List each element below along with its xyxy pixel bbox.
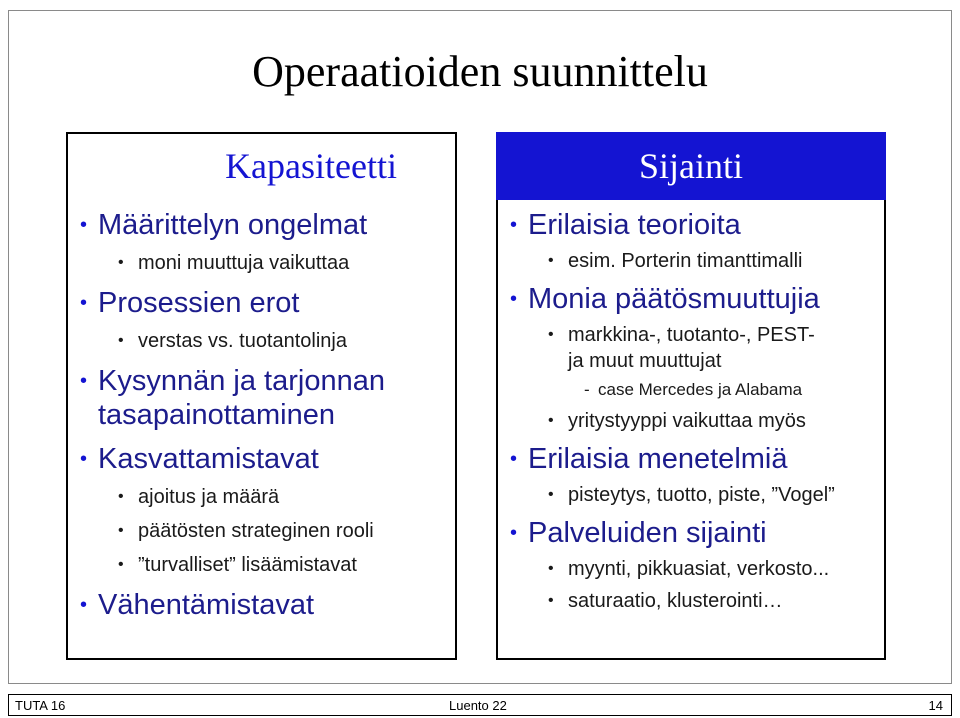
list-item: • Monia päätösmuuttujia: [498, 282, 884, 316]
list-item: • esim. Porterin timanttimalli: [498, 248, 884, 274]
slide-footer: [8, 694, 952, 716]
capacity-heading: Kapasiteetti: [225, 146, 397, 186]
list-item: • verstas vs. tuotantolinja: [68, 328, 455, 354]
list-item: • ”turvalliset” lisäämistavat: [68, 552, 455, 578]
capacity-box: [66, 132, 457, 660]
list-item: • Erilaisia teorioita: [498, 208, 884, 242]
footer-lecture: Luento 22: [449, 698, 507, 713]
location-box: [496, 132, 886, 660]
location-heading: Sijainti: [496, 132, 886, 200]
list-item: • yritystyyppi vaikuttaa myös: [498, 408, 884, 434]
footer-page-number: 14: [928, 698, 943, 713]
list-item: • Erilaisia menetelmiä: [498, 442, 884, 476]
list-item: • Vähentämistavat: [68, 588, 455, 622]
list-item: • Määrittelyn ongelmat: [68, 208, 455, 242]
footer-course: TUTA 16: [15, 698, 66, 713]
list-item: • myynti, pikkuasiat, verkosto...: [498, 556, 884, 582]
list-item: • pisteytys, tuotto, piste, ”Vogel”: [498, 482, 884, 508]
list-item: • Kasvattamistavat: [68, 442, 455, 476]
list-item: • Kysynnän ja tarjonnan tasapainottaminen: [68, 364, 428, 432]
capacity-list: [68, 208, 455, 622]
location-list: [498, 208, 884, 614]
list-item: • markkina-, tuotanto-, PEST-ja muut muuttujat: [498, 322, 828, 374]
list-item: • Palveluiden sijainti: [498, 516, 884, 550]
list-item: • ajoitus ja määrä: [68, 484, 455, 510]
list-item: • päätösten strateginen rooli: [68, 518, 455, 544]
slide-title: Operaatioiden suunnittelu: [252, 47, 708, 96]
list-item: - case Mercedes ja Alabama: [498, 378, 884, 402]
list-item: • Prosessien erot: [68, 286, 455, 320]
list-item: • saturaatio, klusterointi…: [498, 588, 884, 614]
list-item: • moni muuttuja vaikuttaa: [68, 250, 455, 276]
